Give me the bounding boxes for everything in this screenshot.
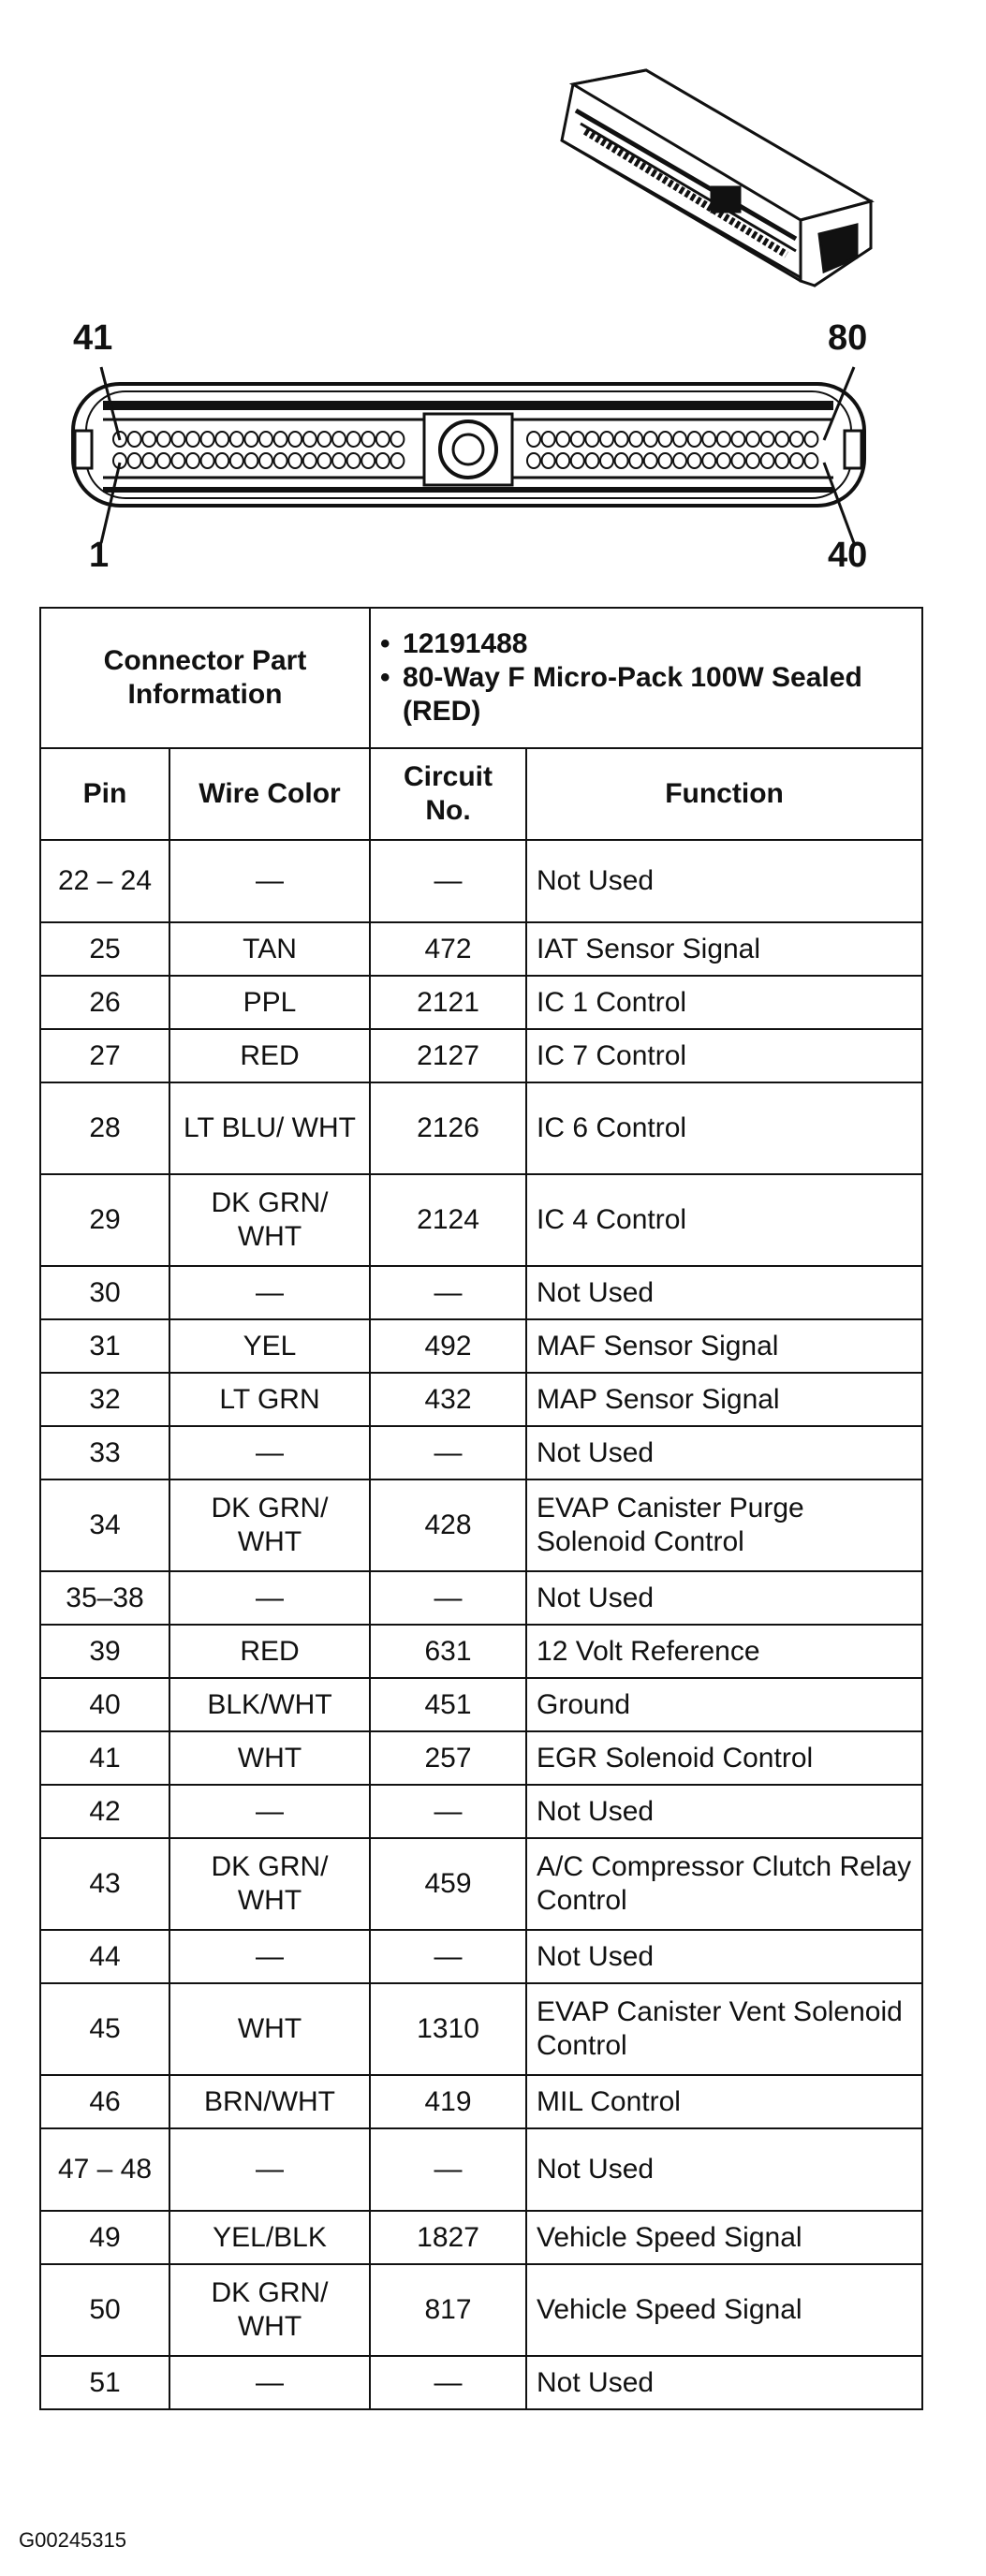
function-cell: Not Used [526, 1266, 922, 1319]
column-header-circuit: Circuit No. [370, 748, 526, 840]
table-row [40, 1174, 922, 1266]
function-cell: Not Used [526, 1930, 922, 1983]
function-cell: EVAP Canister Purge Solenoid Control [526, 1479, 922, 1571]
pin-cavity [775, 432, 788, 447]
table-row [40, 1479, 922, 1571]
pin-cavity [571, 453, 584, 468]
circuit-cell: — [370, 1930, 526, 1983]
table-row [40, 1373, 922, 1426]
pin-cavity [332, 432, 346, 447]
pin-cavity [215, 432, 228, 447]
pin-cavity [761, 453, 774, 468]
table-row [40, 1785, 922, 1838]
pin-cavity [244, 453, 258, 468]
function-cell: A/C Compressor Clutch Relay Control [526, 1838, 922, 1930]
pin-cavity [274, 453, 287, 468]
function-cell: Not Used [526, 2128, 922, 2211]
circuit-cell: 432 [370, 1373, 526, 1426]
pin-cavity [702, 453, 715, 468]
circuit-cell: 492 [370, 1319, 526, 1373]
function-cell: Not Used [526, 840, 922, 922]
table-row [40, 2075, 922, 2128]
column-header-function: Function [526, 748, 922, 840]
wire-color-cell: LT GRN [169, 1373, 370, 1426]
connector-3d-view [562, 70, 871, 286]
table-row [40, 922, 922, 976]
circuit-cell: — [370, 1426, 526, 1479]
function-cell: IC 7 Control [526, 1029, 922, 1082]
pin-cavity [303, 432, 316, 447]
pin-cavity [644, 432, 657, 447]
pin-cavity [259, 432, 272, 447]
function-cell: MAP Sensor Signal [526, 1373, 922, 1426]
pin-cavity [761, 432, 774, 447]
pin-cavity [658, 453, 671, 468]
table-row [40, 976, 922, 1029]
pin-cavity [390, 453, 404, 468]
circuit-cell: — [370, 840, 526, 922]
pin-cavity [585, 432, 598, 447]
function-cell: IAT Sensor Signal [526, 922, 922, 976]
table-row [40, 1426, 922, 1479]
pin-cell: 50 [40, 2264, 169, 2356]
connector-info-list [370, 608, 922, 748]
pin-cavity [317, 432, 331, 447]
function-cell: 12 Volt Reference [526, 1625, 922, 1678]
pin-cavity [157, 432, 170, 447]
wire-color-cell: — [169, 1785, 370, 1838]
wire-color-cell: DK GRN/ WHT [169, 2264, 370, 2356]
pin-cavity [542, 453, 555, 468]
function-cell: Vehicle Speed Signal [526, 2211, 922, 2264]
pin-cell: 43 [40, 1838, 169, 1930]
pin-cavity [347, 453, 361, 468]
circuit-cell: 2127 [370, 1029, 526, 1082]
connector-description: • 80-Way F Micro-Pack 100W Sealed (RED) [380, 661, 912, 729]
connector-illustration [0, 0, 986, 599]
pin-cavity [629, 432, 642, 447]
pin-cell: 26 [40, 976, 169, 1029]
pin-cavity [186, 432, 199, 447]
circuit-cell: 419 [370, 2075, 526, 2128]
pin-cell: 33 [40, 1426, 169, 1479]
table-row [40, 1625, 922, 1678]
pin-cavity [376, 453, 390, 468]
function-cell: Not Used [526, 1426, 922, 1479]
pin-cavity [288, 432, 302, 447]
pin-cavity [347, 432, 361, 447]
circuit-cell: — [370, 1266, 526, 1319]
pin-cavity [303, 453, 316, 468]
wire-color-cell: RED [169, 1625, 370, 1678]
pin-cell: 35–38 [40, 1571, 169, 1625]
circuit-cell: 257 [370, 1731, 526, 1785]
pin-cavity [332, 453, 346, 468]
table-row [40, 840, 922, 922]
function-cell: IC 4 Control [526, 1174, 922, 1266]
pin-cavity [790, 453, 803, 468]
pin-cavity [804, 432, 817, 447]
wire-color-cell: BLK/WHT [169, 1678, 370, 1731]
circuit-cell: — [370, 1785, 526, 1838]
table-row [40, 1731, 922, 1785]
circuit-cell: 2126 [370, 1082, 526, 1174]
table-row [40, 1838, 922, 1930]
wire-color-cell: — [169, 840, 370, 922]
pin-cell: 40 [40, 1678, 169, 1731]
wire-color-cell: DK GRN/ WHT [169, 1838, 370, 1930]
table-row [40, 1082, 922, 1174]
pin-cavity [259, 453, 272, 468]
pin-cavity [556, 432, 569, 447]
wire-color-cell: YEL/BLK [169, 2211, 370, 2264]
circuit-cell: 817 [370, 2264, 526, 2356]
pin-cavity [556, 453, 569, 468]
table-row [40, 2264, 922, 2356]
pin-label-80: 80 [828, 318, 868, 358]
pin-cavity [746, 453, 759, 468]
pin-cavity [585, 453, 598, 468]
pin-cavity [142, 453, 155, 468]
pin-cell: 28 [40, 1082, 169, 1174]
wire-color-cell: YEL [169, 1319, 370, 1373]
pin-cavity [201, 432, 214, 447]
pin-cavity [629, 453, 642, 468]
pin-cell: 46 [40, 2075, 169, 2128]
wire-color-cell: — [169, 2128, 370, 2211]
wire-color-cell: — [169, 1571, 370, 1625]
pin-cavity [600, 453, 613, 468]
circuit-cell: 2124 [370, 1174, 526, 1266]
pin-cavity [600, 432, 613, 447]
pin-cell: 47 – 48 [40, 2128, 169, 2211]
function-cell: EVAP Canister Vent Solenoid Control [526, 1983, 922, 2075]
wire-color-cell: DK GRN/ WHT [169, 1479, 370, 1571]
pin-cavity [171, 453, 184, 468]
pin-cavity [186, 453, 199, 468]
column-header-pin: Pin [40, 748, 169, 840]
table-row [40, 2128, 922, 2211]
pin-cell: 27 [40, 1029, 169, 1082]
pin-cavity [804, 453, 817, 468]
pin-cavity [790, 432, 803, 447]
function-cell: Ground [526, 1678, 922, 1731]
wire-color-cell: BRN/WHT [169, 2075, 370, 2128]
wire-color-cell: LT BLU/ WHT [169, 1082, 370, 1174]
function-cell: Not Used [526, 1785, 922, 1838]
pin-cavity [658, 432, 671, 447]
pinout-table [39, 607, 923, 2410]
function-cell: MAF Sensor Signal [526, 1319, 922, 1373]
pin-cavity [571, 432, 584, 447]
function-cell: Vehicle Speed Signal [526, 2264, 922, 2356]
circuit-cell: 459 [370, 1838, 526, 1930]
connector-face-view [73, 367, 864, 543]
circuit-cell: 1310 [370, 1983, 526, 2075]
pin-cavity [244, 432, 258, 447]
pin-cavity [542, 432, 555, 447]
connector-info-header: Connector Part Information [40, 608, 370, 748]
table-row [40, 1930, 922, 1983]
pin-cavity [527, 432, 540, 447]
function-cell: Not Used [526, 1571, 922, 1625]
pin-cavity [673, 453, 686, 468]
pin-cavity [230, 432, 243, 447]
pin-cavity [288, 453, 302, 468]
column-header-row [40, 748, 922, 840]
wire-color-cell: WHT [169, 1731, 370, 1785]
pin-cell: 31 [40, 1319, 169, 1373]
pin-cavity [128, 453, 141, 468]
wire-color-cell: RED [169, 1029, 370, 1082]
pin-cell: 29 [40, 1174, 169, 1266]
wire-color-cell: — [169, 2356, 370, 2409]
pin-cavity [775, 453, 788, 468]
table-row [40, 1571, 922, 1625]
pin-cell: 22 – 24 [40, 840, 169, 922]
pin-cavity [361, 453, 375, 468]
circuit-cell: 631 [370, 1625, 526, 1678]
pin-cell: 39 [40, 1625, 169, 1678]
pin-cell: 45 [40, 1983, 169, 2075]
wire-color-cell: PPL [169, 976, 370, 1029]
pin-cavity [644, 453, 657, 468]
pin-cavity [128, 432, 141, 447]
wire-color-cell: WHT [169, 1983, 370, 2075]
pin-cell: 34 [40, 1479, 169, 1571]
pin-cell: 51 [40, 2356, 169, 2409]
table-row [40, 1319, 922, 1373]
pin-cavity [702, 432, 715, 447]
pin-cavity [688, 432, 701, 447]
pin-cavity [673, 432, 686, 447]
pin-cell: 25 [40, 922, 169, 976]
pin-label-40: 40 [828, 536, 868, 575]
pin-cell: 30 [40, 1266, 169, 1319]
circuit-cell: 2121 [370, 976, 526, 1029]
pin-cavity [157, 453, 170, 468]
circuit-cell: — [370, 2356, 526, 2409]
pin-cavity [527, 453, 540, 468]
wire-color-cell: TAN [169, 922, 370, 976]
pin-cell: 32 [40, 1373, 169, 1426]
circuit-cell: — [370, 2128, 526, 2211]
pin-cavity [230, 453, 243, 468]
function-cell: IC 1 Control [526, 976, 922, 1029]
pin-cavity [361, 432, 375, 447]
pin-cavity [390, 432, 404, 447]
pin-cavity [731, 453, 744, 468]
wire-color-cell: — [169, 1266, 370, 1319]
wire-color-cell: DK GRN/ WHT [169, 1174, 370, 1266]
figure-code: G00245315 [19, 2528, 126, 2552]
pin-cavity [215, 453, 228, 468]
table-row [40, 2356, 922, 2409]
pin-cavity [171, 432, 184, 447]
function-cell: MIL Control [526, 2075, 922, 2128]
connector-info-row [40, 608, 922, 748]
function-cell: IC 6 Control [526, 1082, 922, 1174]
circuit-cell: 451 [370, 1678, 526, 1731]
circuit-cell: 1827 [370, 2211, 526, 2264]
table-row [40, 1266, 922, 1319]
wire-color-cell: — [169, 1426, 370, 1479]
function-cell: EGR Solenoid Control [526, 1731, 922, 1785]
pin-cavity [615, 432, 628, 447]
pin-cavity [717, 432, 730, 447]
table-row [40, 1029, 922, 1082]
circuit-cell: — [370, 1571, 526, 1625]
table-row [40, 2211, 922, 2264]
table-row [40, 1983, 922, 2075]
pin-label-1: 1 [89, 536, 110, 575]
pin-cavity [317, 453, 331, 468]
pin-cavity [201, 453, 214, 468]
pin-cavity [376, 432, 390, 447]
pin-cavity [746, 432, 759, 447]
pin-cavity [274, 432, 287, 447]
pin-cavity [717, 453, 730, 468]
pin-label-41: 41 [73, 318, 113, 358]
connector-part-number: • 12191488 [380, 627, 912, 661]
pin-cavity [615, 453, 628, 468]
circuit-cell: 428 [370, 1479, 526, 1571]
pin-cell: 41 [40, 1731, 169, 1785]
pin-cavity [142, 432, 155, 447]
pin-cavity [731, 432, 744, 447]
circuit-cell: 472 [370, 922, 526, 976]
function-cell: Not Used [526, 2356, 922, 2409]
pin-cavity [688, 453, 701, 468]
table-row [40, 1678, 922, 1731]
pin-cell: 49 [40, 2211, 169, 2264]
pin-cell: 44 [40, 1930, 169, 1983]
wire-color-cell: — [169, 1930, 370, 1983]
column-header-wire-color: Wire Color [169, 748, 370, 840]
pin-cell: 42 [40, 1785, 169, 1838]
